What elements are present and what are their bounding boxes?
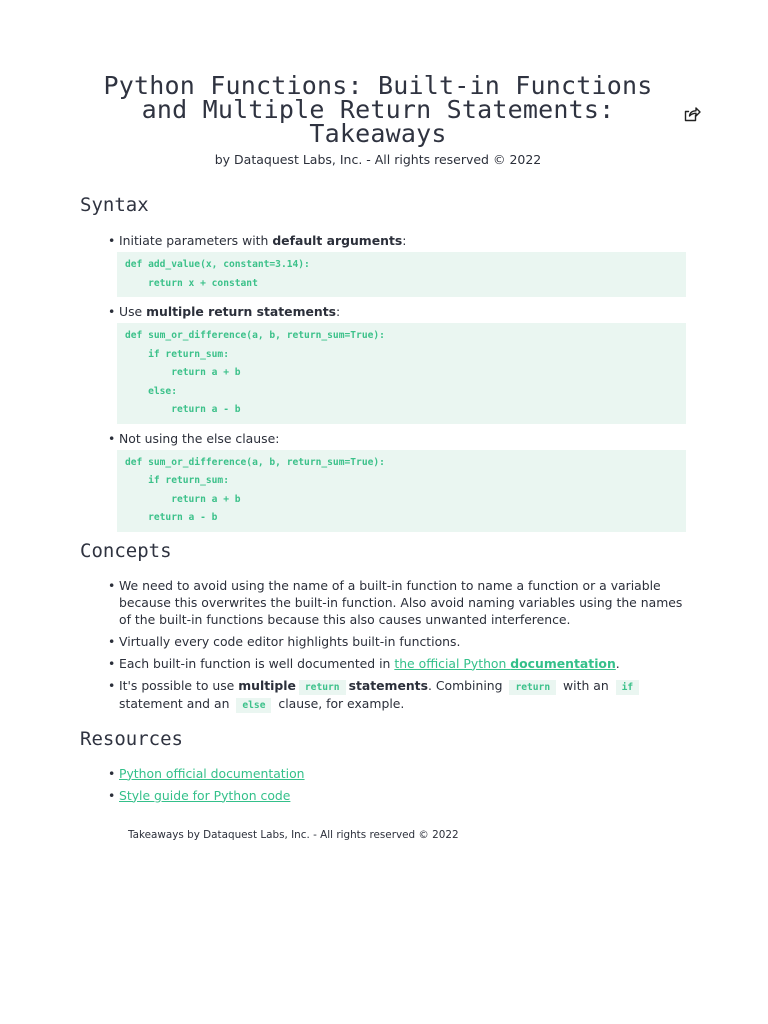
concept-bold-multiple: multiple [238, 677, 296, 693]
page-title [80, 71, 676, 148]
title-block [80, 71, 676, 167]
resources-heading: Resources [80, 727, 183, 750]
syntax-item-text: Initiate parameters with [119, 233, 273, 248]
concepts-heading: Concepts [80, 539, 172, 562]
title-line-2: and Multiple Return Statements: [141, 95, 615, 124]
concept-text: clause, for example. [274, 695, 405, 711]
concept-item-highlight: • Virtually every code editor highlights built-in functions. [119, 633, 686, 650]
syntax-list [80, 232, 686, 532]
concept-text: It's possible to use [119, 677, 239, 693]
concept-bold-statements: statements [348, 677, 428, 693]
footer: Takeaways by Dataquest Labs, Inc. - All rights reserved © 2022 [128, 829, 459, 841]
syntax-item-suffix: : [402, 233, 407, 248]
byline: by Dataquest Labs, Inc. - All rights reserved © 2022 [214, 152, 542, 167]
main-content [80, 192, 686, 809]
concept-text: statement and an [119, 695, 234, 711]
syntax-item-multiple-returns [119, 303, 686, 424]
resource-link-python-docs[interactable]: Python official documentation [119, 765, 305, 781]
syntax-heading: Syntax [80, 194, 149, 216]
title-line-1: Python Functions: Built-in Functions [103, 71, 653, 100]
code-block-no-else: def sum_or_difference(a, b, return_sum=True): if return_sum: return a + b return a - b [117, 450, 686, 532]
syntax-item-bold: default arguments [272, 233, 403, 248]
official-docs-link-bold: documentation [510, 655, 616, 671]
concept-item-naming: • We need to avoid using the name of a built-in function to name a function or a variable because this overwrites the built-in function. Also avoid naming variables using the names of the built-in functions because this also causes unwanted interference. [119, 577, 686, 628]
official-docs-link[interactable] [394, 656, 615, 671]
syntax-item-suffix: : [336, 304, 341, 319]
share-icon[interactable] [683, 105, 701, 123]
code-block-multiple-returns: def sum_or_difference(a, b, return_sum=True): if return_sum: return a + b else: return a - b [117, 323, 686, 424]
inline-code-return: return [299, 680, 346, 695]
concept-item-documentation [119, 655, 686, 672]
resource-link-style-guide[interactable]: Style guide for Python code [119, 787, 291, 803]
inline-code-else: else [236, 698, 271, 713]
inline-code-return: return [509, 680, 556, 695]
concepts-list [80, 577, 686, 713]
official-docs-link-text: the official Python [394, 655, 511, 671]
resource-item [119, 787, 686, 804]
syntax-item-bold: multiple return statements [146, 304, 337, 319]
concept-text: with an [559, 677, 613, 693]
resource-item [119, 765, 686, 782]
syntax-item-no-else [119, 430, 686, 532]
syntax-item-default-args [119, 232, 686, 297]
title-line-3: Takeaways [309, 119, 447, 148]
syntax-item-text: Use [119, 304, 147, 319]
inline-code-if: if [616, 680, 640, 695]
concept-text: . Combining [427, 677, 507, 693]
syntax-item-text: Not using the else clause: [119, 430, 280, 446]
code-block-default-args: def add_value(x, constant=3.14): return x + constant [117, 252, 686, 297]
resources-list [80, 765, 686, 804]
concept-text-end: . [615, 655, 620, 671]
concept-item-multiple-returns [119, 677, 686, 713]
concept-text: Each built-in function is well documented in [119, 655, 395, 671]
